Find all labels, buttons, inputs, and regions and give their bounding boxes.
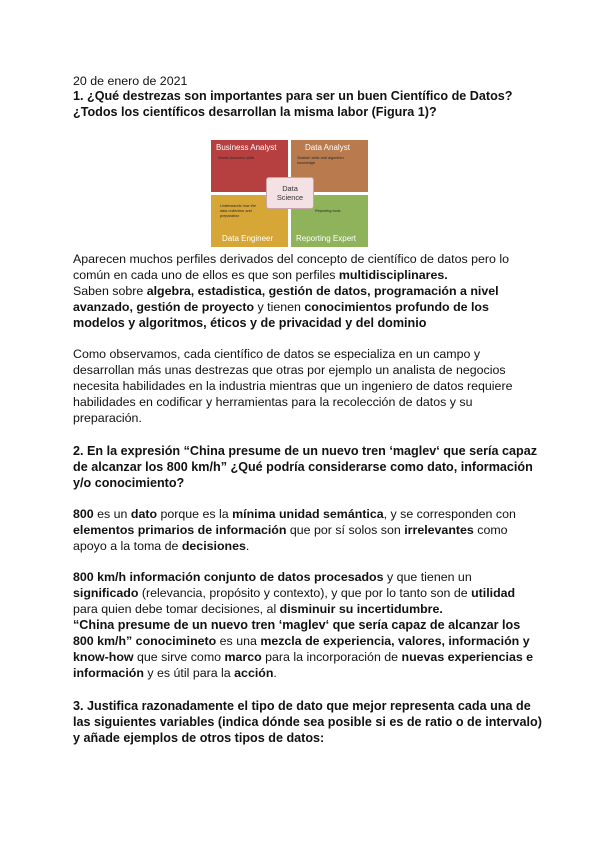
paragraph-3-line-2: elementos primarios de información que por sí solos son irrelevantes como bbox=[73, 523, 508, 537]
paragraph-1-line-4: avanzado, gestión de proyecto y tienen conocimientos profundo de los bbox=[73, 300, 489, 314]
data-analyst-caption-2: knowledge bbox=[297, 161, 316, 165]
data-science-figure bbox=[211, 140, 368, 247]
paragraph-2-line-5: preparación. bbox=[73, 411, 142, 425]
paragraph-4-line-5: 800 km/h” conocimineto es una mezcla de experiencia, valores, información y bbox=[73, 634, 530, 648]
data-science-center-line-1: Data bbox=[282, 184, 298, 193]
question-1-line-1: 1. ¿Qué destrezas son importantes para ser un buen Científico de Datos? bbox=[73, 89, 513, 103]
reporting-expert-caption: Reporting tools bbox=[315, 209, 341, 213]
question-2-line-2: de alcanzar los 800 km/h” ¿Qué podría considerarse como dato, información bbox=[73, 460, 533, 474]
question-3-line-2: las siguientes variables (indica dónde sea posible si es de ratio o de intervalo) bbox=[73, 715, 542, 729]
data-engineer-caption-2: data collection and bbox=[220, 209, 252, 213]
paragraph-3-line-3: apoyo a la toma de decisiones. bbox=[73, 539, 250, 553]
paragraph-1-line-2: común en cada uno de ellos es que son perfiles multidisciplinares. bbox=[73, 268, 448, 282]
paragraph-4-line-3: para quien debe tomar decisiones, al disminuir su incertidumbre. bbox=[73, 602, 443, 616]
paragraph-4-line-4: “China presume de un nuevo tren ‘maglev‘ que sería capaz de alcanzar los bbox=[73, 618, 521, 632]
data-science-center-box bbox=[266, 177, 314, 209]
question-3-line-1: 3. Justifica razonadamente el tipo de dato que mejor representa cada una de bbox=[73, 699, 531, 713]
paragraph-4-line-2: significado (relevancia, propósito y contexto), y que por lo tanto son de utilidad bbox=[73, 586, 516, 600]
question-2-line-1: 2. En la expresión “China presume de un nuevo tren ‘maglev‘ que sería capaz bbox=[73, 444, 538, 458]
paragraph-4-line-6: know-how que sirve como marco para la incorporación de nuevas experiencias e bbox=[73, 650, 534, 664]
paragraph-1-line-3: Saben sobre algebra, estadistica, gestión de datos, programación a nivel bbox=[73, 284, 499, 298]
paragraph-1-line-5: modelos y algoritmos, éticos y de privacidad y del dominio bbox=[73, 316, 427, 330]
data-engineer-label: Data Engineer bbox=[222, 234, 274, 243]
question-3-line-3: y añade ejemplos de otros tipos de datos: bbox=[73, 731, 325, 745]
document-date: 20 de enero de 2021 bbox=[73, 74, 188, 88]
business-analyst-label: Business Analyst bbox=[216, 143, 277, 152]
paragraph-2-line-3: necesita habilidades en la industria mientras que un ingeniero de datos requiere bbox=[73, 379, 513, 393]
business-analyst-caption: Needs business skills bbox=[218, 156, 255, 160]
reporting-expert-label: Reporting Expert bbox=[296, 234, 357, 243]
paragraph-4-line-7: información y es útil para la acción. bbox=[73, 666, 277, 680]
question-1-line-2: ¿Todos los científicos desarrollan la misma labor (Figura 1)? bbox=[73, 105, 437, 119]
data-analyst-caption-1: Statistic skills and algorithm bbox=[297, 156, 344, 160]
data-engineer-caption-3: preparation bbox=[220, 214, 240, 218]
paragraph-3-line-1: 800 es un dato porque es la mínima unidad semántica, y se corresponden con bbox=[73, 507, 516, 521]
paragraph-4-line-1: 800 km/h información conjunto de datos procesados y que tienen un bbox=[73, 570, 472, 584]
data-engineer-caption-1: Understands how the bbox=[220, 204, 256, 208]
data-science-center-line-2: Science bbox=[276, 193, 304, 202]
paragraph-2-line-2: desarrollan más unas destrezas que otras por ejemplo un analista de negocios bbox=[73, 363, 506, 377]
paragraph-2-line-4: habilidades en codificar y herramientas para la recolección de datos y su bbox=[73, 395, 473, 409]
data-analyst-label: Data Analyst bbox=[305, 143, 350, 152]
paragraph-2-line-1: Como observamos, cada científico de datos se especializa en un campo y bbox=[73, 347, 481, 361]
question-2-line-3: y/o conocimiento? bbox=[73, 476, 185, 490]
paragraph-1-line-1: Aparecen muchos perfiles derivados del concepto de científico de datos pero lo bbox=[73, 252, 510, 266]
